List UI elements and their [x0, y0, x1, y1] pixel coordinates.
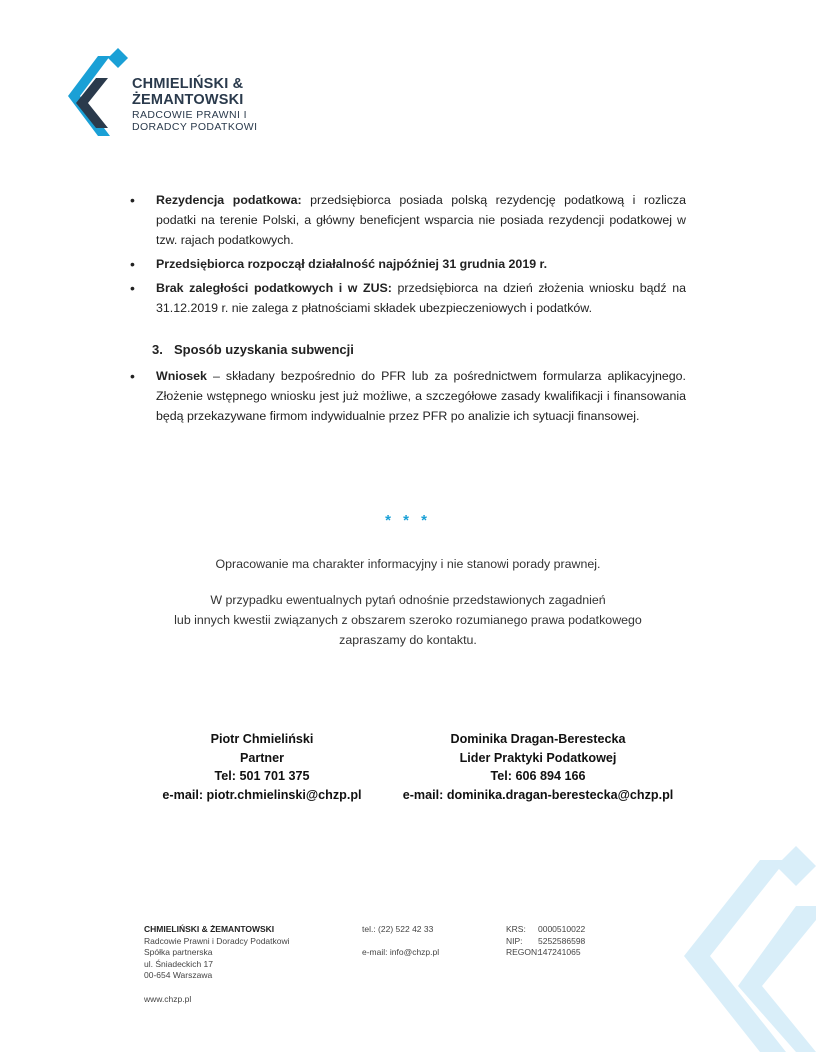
signature-name: Dominika Dragan-Berestecka — [450, 732, 626, 746]
signature-block-left — [150, 730, 374, 804]
application-list — [130, 366, 686, 426]
signature-phone: Tel: 501 701 375 — [214, 769, 310, 783]
list-item-text: – składany bezpośrednio do PFR lub za pośrednictwem formularza aplikacyjnego. Złożenie wstępnego wniosku jest już możliwe, a szczegółowe zasady kwalifikacji i finansowania będą przekazywane firmom indywidualnie przez PFR po analizie ich sytuacji finansowej. — [156, 369, 686, 423]
signature-block-right — [398, 730, 678, 804]
logo-chevron-mark — [66, 48, 132, 138]
footer-krs: KRS: 0000510022 — [506, 924, 586, 934]
footer-email-link[interactable]: e-mail: info@chzp.pl — [362, 946, 440, 957]
footer-registry — [506, 924, 585, 959]
footer-city: 00-654 Warszawa — [144, 970, 213, 980]
contact-line-3: zapraszamy do kontaktu. — [339, 633, 477, 647]
signature-phone: Tel: 606 894 166 — [490, 769, 586, 783]
logo-line-2: ŻEMANTOWSKI — [132, 91, 244, 108]
logo-wordmark — [132, 77, 257, 132]
contact-line-1: W przypadku ewentualnych pytań odnośnie przedstawionych zagadnień — [210, 593, 606, 607]
section-3-heading — [152, 340, 686, 360]
list-item-text: przedsiębiorca na dzień złożenia wniosku bądź na 31.12.2019 r. nie zalega z płatnościami składek ubezpieczeniowych i podatków. — [156, 281, 686, 315]
list-item-tax-residency — [130, 190, 686, 250]
contact-line-2: lub innych kwestii związanych z obszarem szeroko rozumianego prawa podatkowego — [174, 613, 642, 627]
footer-regon: REGON: 147241065 — [506, 947, 581, 957]
section-number: 3. — [152, 342, 163, 357]
logo-line-1: CHMIELIŃSKI & — [132, 76, 244, 92]
list-item-application — [130, 366, 686, 426]
list-item-bold: Przedsiębiorca rozpoczął działalność najpóźniej 31 grudnia 2019 r. — [156, 257, 548, 271]
company-logo — [66, 48, 266, 138]
footer-company-type: Spółka partnerska — [144, 947, 213, 957]
section-separator: * * * — [385, 512, 431, 529]
footer-website-link[interactable]: www.chzp.pl — [144, 993, 192, 1004]
list-item-no-arrears — [130, 278, 686, 318]
footer-company — [144, 924, 290, 1005]
list-item-start-date — [130, 254, 686, 274]
footer-nip: NIP: 5252586598 — [506, 935, 586, 946]
footer-company-name: CHMIELIŃSKI & ŻEMANTOWSKI — [144, 924, 275, 934]
list-item-text: przedsiębiorca posiada polską rezydencję podatkową i rozlicza podatki na terenie Polski, a główny beneficjent wsparcia nie posiada rezydencji podatkowej w tzw. rajach podatkowych. — [156, 193, 686, 247]
footer-street: ul. Śniadeckich 17 — [144, 958, 213, 969]
signature-name: Piotr Chmieliński — [210, 732, 314, 746]
signature-role: Partner — [239, 750, 285, 765]
contact-invitation — [0, 590, 816, 650]
disclaimer-text: Opracowanie ma charakter informacyjny i nie stanowi porady prawnej. — [215, 557, 601, 571]
document-body — [130, 190, 686, 430]
footer-phone: tel.: (22) 522 42 33 — [362, 924, 434, 934]
footer-contact — [362, 924, 439, 958]
logo-line-3: RADCOWIE PRAWNI I — [132, 109, 247, 121]
logo-line-4: DORADCY PODATKOWI — [132, 120, 258, 133]
decorative-chevron-icon — [656, 846, 816, 1056]
list-item-bold: Wniosek — [156, 369, 207, 383]
list-item-bold: Rezydencja podatkowa: — [156, 193, 302, 207]
signature-email: e-mail: dominika.dragan-berestecka@chzp.pl — [402, 787, 674, 802]
signature-email: e-mail: piotr.chmielinski@chzp.pl — [162, 787, 362, 802]
eligibility-list — [130, 190, 686, 318]
signature-role: Lider Praktyki Podatkowej — [459, 750, 617, 765]
list-item-bold: Brak zaległości podatkowych i w ZUS: — [156, 281, 392, 295]
footer-company-sub: Radcowie Prawni i Doradcy Podatkowi — [144, 935, 290, 946]
section-title: Sposób uzyskania subwencji — [174, 342, 354, 357]
